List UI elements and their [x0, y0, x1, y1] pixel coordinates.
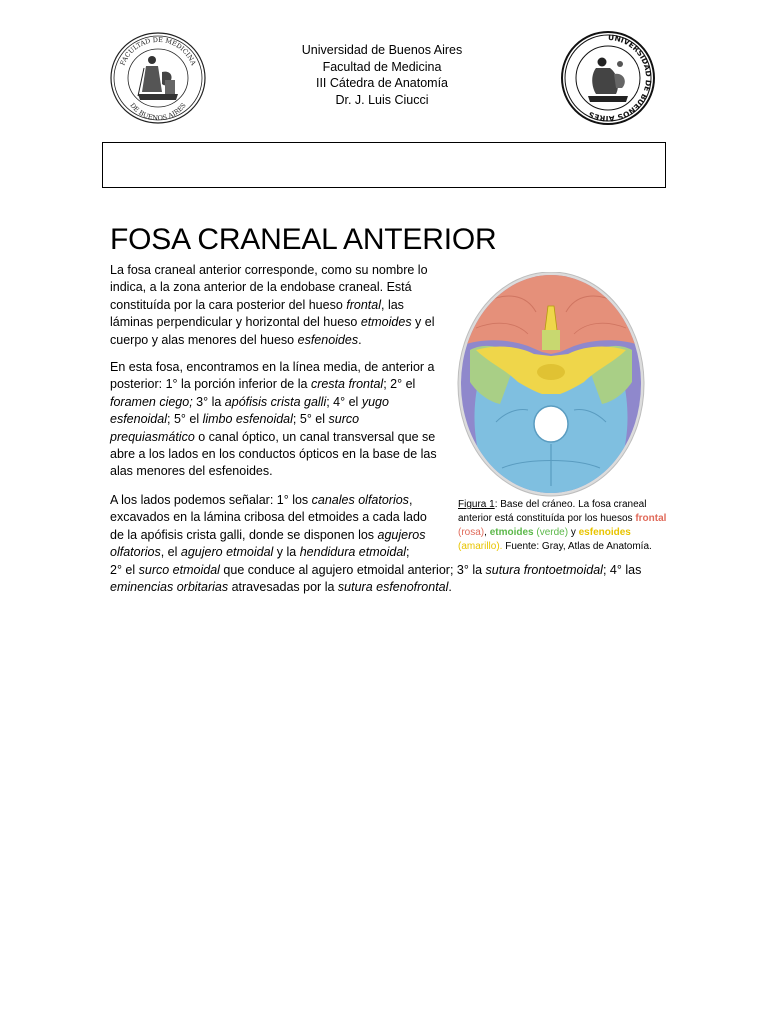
italic-term: hendidura etmoidal: [299, 545, 407, 560]
paragraph-lateral: [110, 492, 440, 562]
text-run: ; 5° el: [292, 412, 329, 427]
text-run: que conduce al agujero etmoidal anterior; 3° la: [219, 563, 486, 577]
italic-term: agujeros olfatorios: [110, 527, 426, 560]
italic-term: sutura esfenofrontal: [337, 580, 449, 595]
italic-term: foramen ciego;: [110, 394, 193, 409]
text-run: ; 5° el: [167, 412, 203, 427]
text-run: , el: [160, 545, 181, 560]
caption-esfenoides-color: (amarillo).: [458, 541, 503, 552]
caption-etmoides: etmoides: [489, 527, 534, 538]
caption-separator: y: [568, 527, 579, 538]
caption-frontal: frontal: [635, 513, 667, 524]
text-run: y la: [273, 545, 300, 560]
caption-frontal-color: (rosa): [458, 527, 485, 538]
skull-base-figure: [456, 272, 646, 498]
text-run: ; 4° las: [602, 563, 642, 577]
text-run: 2° el: [110, 563, 139, 577]
text-run: .: [448, 580, 452, 595]
header-chair: III Cátedra de Anatomía: [315, 76, 449, 90]
italic-term: agujero etmoidal: [180, 545, 274, 560]
skull-base-illustration-icon: [456, 272, 646, 498]
header-professor: Dr. J. Luis Ciucci: [335, 92, 429, 107]
text-run: , excavados en la lámina cribosa del etmoides a cada lado de la apófisis crista galli, donde se disponen los: [110, 493, 427, 542]
text-run: A los lados podemos señalar: 1° los: [110, 493, 312, 507]
italic-term: canales olfatorios: [311, 493, 409, 507]
text-run: ;: [406, 545, 410, 560]
text-run: La fosa craneal anterior corresponde, como su nombre lo indica, a la zona anterior de la endobase craneal. Está constituída por la cara posterior del hueso: [110, 263, 428, 312]
caption-text: : Base del cráneo. La fosa craneal anterior está constituída por los huesos: [458, 499, 647, 524]
caption-separator: ,: [484, 527, 490, 538]
italic-term: esfenoides: [297, 332, 359, 347]
italic-term: cresta frontal: [310, 377, 384, 392]
seal-text-top: FACULTAD DE MEDICINA: [118, 35, 198, 67]
italic-term: apófisis crista galli: [224, 394, 327, 409]
italic-term: eminencias orbitarias: [110, 580, 229, 595]
text-run: 3° la: [192, 394, 225, 409]
empty-frame-box: [102, 142, 666, 188]
caption-source: Fuente: Gray, Atlas de Anatomía.: [502, 541, 652, 552]
italic-term: yugo esfenoidal: [110, 394, 389, 427]
faculty-seal-logo: [108, 30, 208, 126]
text-run: o canal óptico, un canal transversal que se abre a los lados en los conductos ópticos en la base de las alas menores del esfenoides.: [110, 429, 437, 479]
figure-caption: [458, 498, 678, 554]
italic-term: surco prequiasmático: [110, 412, 360, 444]
italic-term: etmoides: [360, 315, 412, 330]
university-seal-icon: [560, 30, 656, 126]
caption-esfenoides: esfenoides: [578, 527, 631, 538]
text-run: atravesadas por la: [228, 580, 338, 595]
text-run: ; 4° el: [326, 394, 362, 409]
header-university: Universidad de Buenos Aires: [301, 43, 463, 57]
page-title: FOSA CRANEAL ANTERIOR: [110, 223, 497, 256]
seal-text-bottom: DE BUENOS AIRES: [128, 101, 188, 123]
italic-term: frontal: [346, 297, 381, 312]
caption-etmoides-color: (verde): [533, 527, 569, 538]
faculty-seal-icon: [108, 30, 208, 126]
italic-term: limbo esfenoidal: [202, 412, 293, 427]
text-run: ; 2° el: [383, 377, 416, 392]
figure-label: Figura 1: [458, 499, 495, 510]
paragraph-lateral-continued: [110, 562, 670, 597]
university-seal-logo: [560, 30, 656, 126]
institution-header: [232, 42, 532, 108]
text-run: y el cuerpo y alas menores del hueso: [110, 315, 435, 347]
text-run: En esta fosa, encontramos en la línea media, de anterior a posterior: 1° la porción inferior de la: [110, 360, 435, 392]
text-run: .: [358, 332, 362, 347]
paragraph-midline: [110, 359, 440, 481]
text-run: , las láminas perpendicular y horizontal del hueso: [110, 297, 404, 330]
seal-ring-text: UNIVERSIDAD DE BUENOS AIRES: [587, 32, 654, 124]
italic-term: surco etmoidal: [138, 563, 220, 577]
paragraph-intro: [110, 262, 440, 349]
italic-term: sutura frontoetmoidal: [485, 563, 603, 577]
header-faculty: Facultad de Medicina: [322, 59, 442, 74]
